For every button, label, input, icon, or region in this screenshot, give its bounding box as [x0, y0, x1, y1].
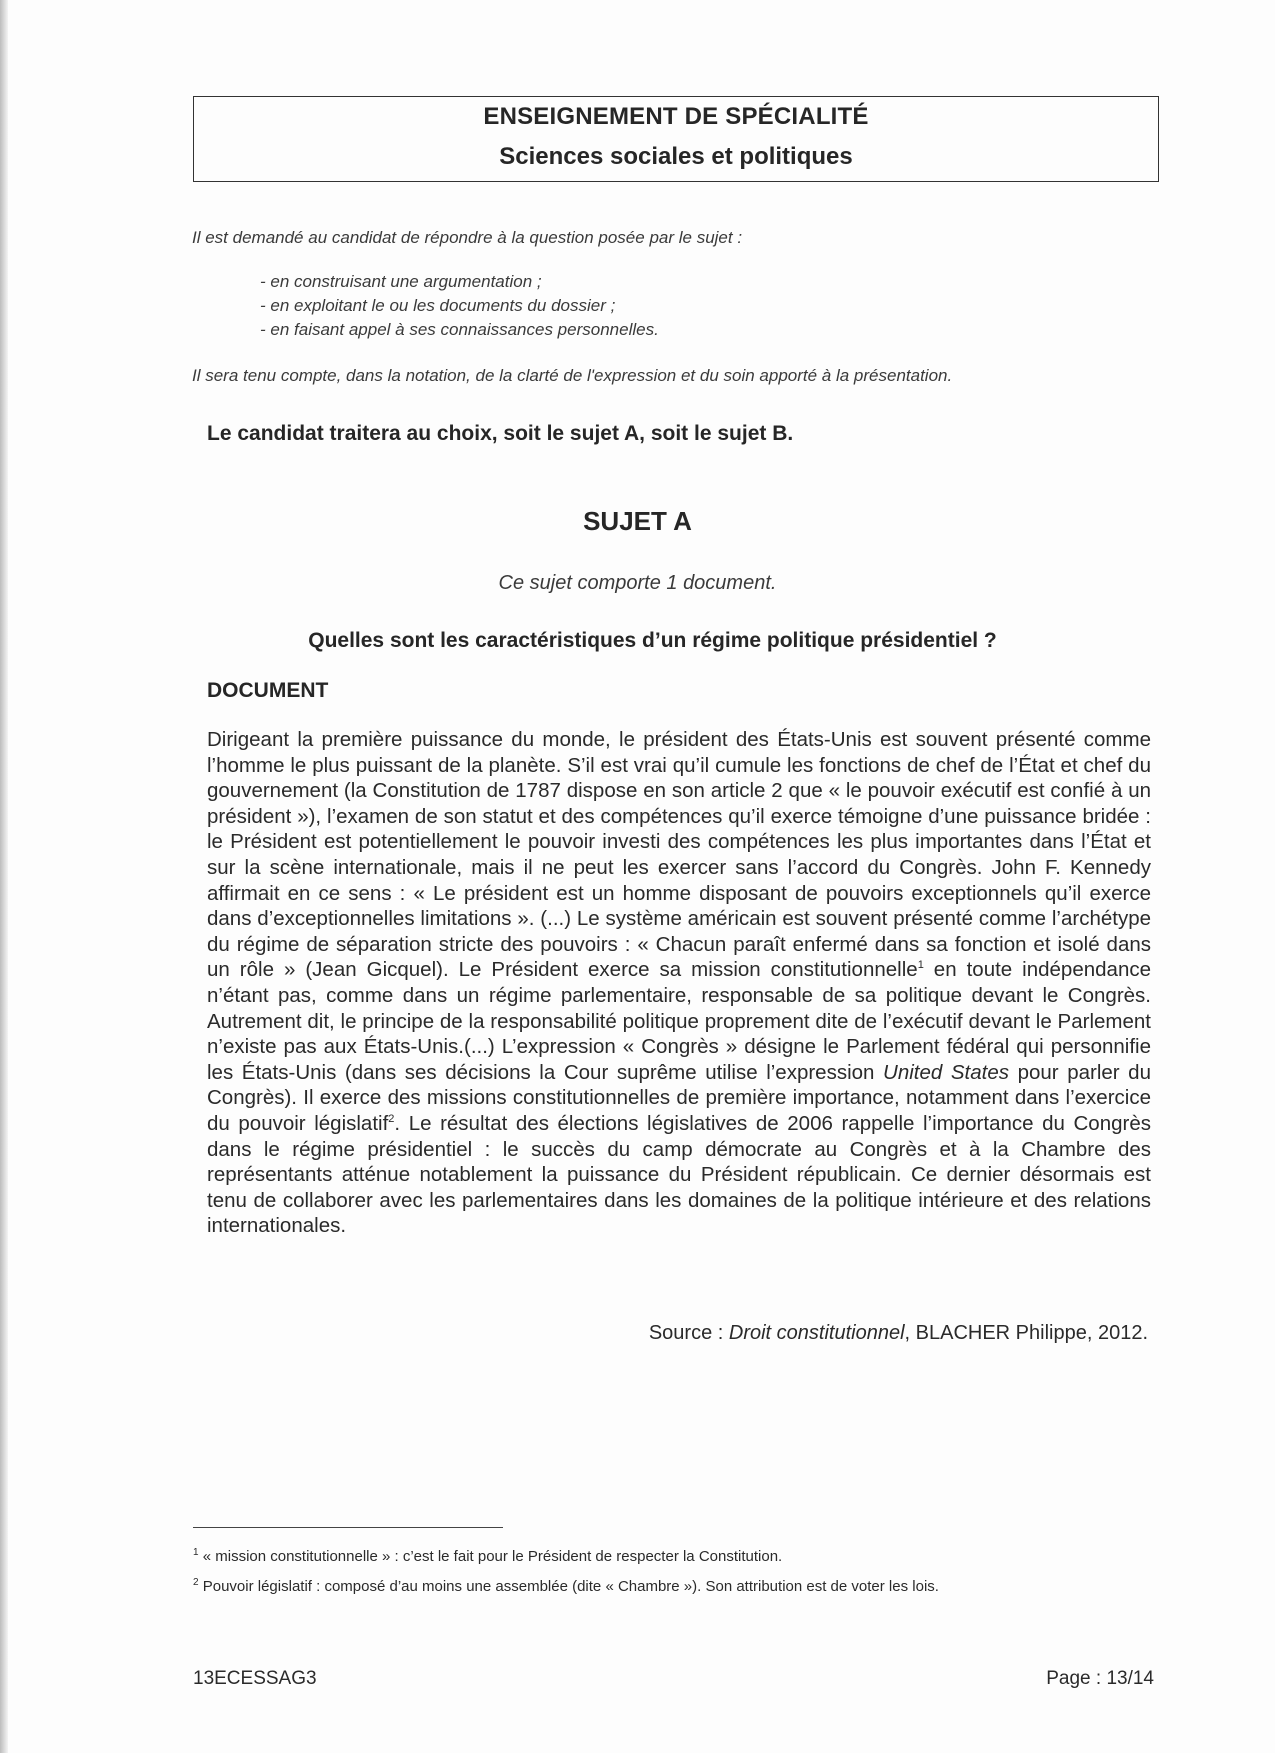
header-box [193, 96, 1159, 182]
document-source [649, 1322, 1148, 1345]
document-text-italic: United States [883, 1060, 1009, 1084]
document-text-part: Dirigeant la première puissance du monde, le président des États-Unis est souvent présenté comme l’homme le plus puissant de la planète. S’il est vrai qu’il cumule les fonctions de chef de l’État et chef du gouvernement (la Constitution de 1787 dispose en son article 2 que « le pouvoir exécutif est confié à un président »), l’examen de son statut et des compétences qu’il exerce témoigne d’une puissance bridée : le Président est potentiellement le pouvoir investi des compétences les plus importantes dans l’État et sur la scène internationale, mais il ne peut les exercer sans l’accord du Congrès. John F. Kennedy affirmait en ce sens : « Le président est un homme disposant de pouvoirs exceptionnels qu’il exerce dans d’exceptionnelles limitations ». (...) Le système américain est souvent présenté comme l’archétype du régime de séparation stricte des pouvoirs : « Chacun paraît enfermé dans sa fonction et isolé dans un rôle » (Jean Gicquel). Le Président exerce sa mission constitutionnelle [207, 728, 1151, 982]
footnote-text: « mission constitutionnelle » : c’est le fait pour le Président de respecter la Constitution. [198, 1548, 783, 1565]
instruction-item: - en exploitant le ou les documents du dossier ; [260, 296, 616, 315]
footnote-ref-2: 2 [388, 1113, 395, 1126]
footnote-text: Pouvoir législatif : composé d’au moins une assemblée (dite « Chambre »). Son attribution est de voter les lois. [198, 1578, 939, 1595]
document-text [207, 727, 1151, 1239]
document-label: DOCUMENT [207, 679, 329, 702]
footnote-marker: 1 [193, 1547, 199, 1558]
header-title: ENSEIGNEMENT DE SPÉCIALITÉ [483, 103, 869, 130]
scan-edge-shadow [0, 0, 8, 1753]
document-text-part: . Le résultat des élections législatives de 2006 rappelle l’importance du Congrès dans le régime présidentiel : le succès du camp démocrate au Congrès et à la Chambre des représentants atténue notablement la puissance du Président républicain. Ce dernier désormais est tenu de collaborer avec les parlementaires dans les domaines de la politique intérieure et des relations internationales. [207, 1111, 1151, 1238]
footnote-marker: 2 [193, 1577, 199, 1588]
footnote-ref-1: 1 [917, 959, 924, 972]
footnotes [193, 1540, 939, 1600]
source-suffix: , BLACHER Philippe, 2012. [904, 1322, 1148, 1344]
document-text-part: pour parler du Congrès). Il exerce des missions constitutionnelles de première importance, notamment dans l’exercice du pouvoir législatif [207, 1060, 1151, 1135]
instruction-item: - en construisant une argumentation ; [260, 272, 542, 291]
footnote-divider [193, 1527, 503, 1528]
footnote-1 [193, 1540, 939, 1570]
header-subtitle: Sciences sociales et politiques [499, 143, 853, 170]
source-title: Droit constitutionnel [728, 1322, 905, 1344]
notation-note: Il sera tenu compte, dans la notation, de la clarté de l'expression et du soin apporté à la présentation. [192, 366, 953, 385]
instructions-intro: Il est demandé au candidat de répondre à la question posée par le sujet : [192, 228, 743, 247]
instruction-item: - en faisant appel à ses connaissances personnelles. [260, 320, 659, 339]
instruction-list [260, 270, 659, 342]
source-prefix: Source : [648, 1322, 729, 1344]
footer-code: 13ECESSAG3 [193, 1668, 317, 1689]
footnote-2 [193, 1570, 939, 1600]
subject-question: Quelles sont les caractéristiques d’un régime politique présidentiel ? [308, 629, 997, 652]
subject-note: Ce sujet comporte 1 document. [498, 572, 777, 594]
document-text-part: en toute indépendance n’étant pas, comme dans un régime parlementaire, responsable de sa politique devant le Congrès. Autrement dit, le principe de la responsabilité politique proprement dite de l’exécutif devant le Parlement n’existe pas aux États-Unis.(...) L’expression « Congrès » désigne le Parlement fédéral qui personnifie les États-Unis (dans ses décisions la Cour suprême utilise l’expression [207, 958, 1151, 1084]
subject-title: SUJET A [583, 506, 692, 536]
footer-page-number: Page : 13/14 [1046, 1668, 1154, 1689]
subject-choice: Le candidat traitera au choix, soit le sujet A, soit le sujet B. [207, 422, 794, 445]
